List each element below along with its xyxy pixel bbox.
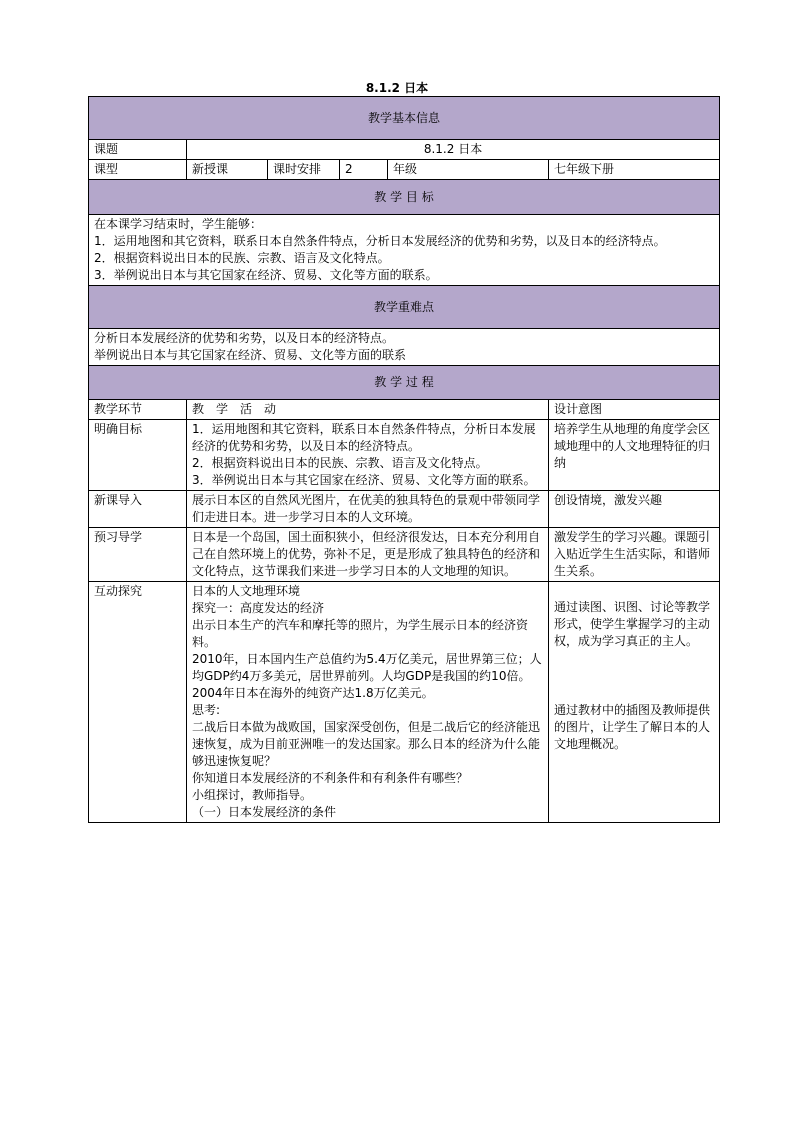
stage-cell: 明确目标 bbox=[89, 420, 187, 491]
activity-line: 出示日本生产的汽车和摩托等的照片，为学生展示日本的经济资料。 bbox=[192, 618, 529, 649]
intent-cell: 培养学生从地理的角度学会区域地理中的人文地理特征的归纳 bbox=[549, 420, 720, 491]
intent-cell: 创设情境，激发兴趣 bbox=[549, 491, 720, 528]
goals-row bbox=[89, 215, 720, 286]
activity-line: 3．举例说出日本与其它国家在经济、贸易、文化等方面的联系。 bbox=[192, 473, 536, 487]
section-key-points: 教学重难点 bbox=[89, 286, 720, 329]
key-point-item: 分析日本发展经济的优势和劣势，以及日本的经济特点。 bbox=[94, 331, 395, 345]
process-band-row bbox=[89, 366, 720, 400]
activity-line: 小组探讨，教师指导。 bbox=[192, 788, 313, 802]
basic-info-band-row bbox=[89, 97, 720, 140]
hours-label: 课时安排 bbox=[268, 160, 340, 180]
stage-cell: 互动探究 bbox=[89, 582, 187, 823]
activity-line: 1．运用地图和其它资料，联系日本自然条件特点，分析日本发展经济的优势和劣势，以及日本的经济特点。 bbox=[192, 422, 536, 453]
grade-value: 七年级下册 bbox=[549, 160, 720, 180]
grade-label: 年级 bbox=[388, 160, 549, 180]
activity-line: （一）日本发展经济的条件 bbox=[192, 805, 337, 819]
activity-cell: 展示日本区的自然风光图片，在优美的独具特色的景观中带领同学们走进日本。进一步学习日本的人文环境。 bbox=[187, 491, 549, 528]
key-points-band-row bbox=[89, 286, 720, 329]
activity-cell bbox=[187, 420, 549, 491]
economy-data: 2010年，日本国内生产总值约为5.4万亿美元，居世界第三位；人均GDP约4万多美元，居世界前列。人均GDP是我国的约10倍。2004年日本在海外的纯资产达1.8万亿美元。 bbox=[192, 652, 542, 700]
topic-value: 8.1.2 日本 bbox=[187, 140, 720, 160]
activity-line: 日本的人文地理环境 bbox=[192, 584, 301, 598]
activity-line: 思考: bbox=[192, 703, 221, 717]
header-stage: 教学环节 bbox=[89, 400, 187, 420]
activity-cell bbox=[187, 582, 549, 823]
goals-content bbox=[89, 215, 720, 286]
key-points-content bbox=[89, 329, 720, 366]
hours-value: 2 bbox=[340, 160, 388, 180]
activity-cell: 日本是一个岛国，国土面积狭小，但经济很发达，日本充分利用自己在自然环境上的优势，弥补不足，更是形成了独具特色的经济和文化特点，这节课我们来进一步学习日本的人文地理的知识。 bbox=[187, 528, 549, 582]
topic-label: 课题 bbox=[89, 140, 187, 160]
intent-cell: 激发学生的学习兴趣。课题引入贴近学生生活实际，和谐师生关系。 bbox=[549, 528, 720, 582]
process-row-preview bbox=[89, 528, 720, 582]
stage-cell: 新课导入 bbox=[89, 491, 187, 528]
goals-intro: 在本课学习结束时，学生能够： bbox=[94, 217, 263, 231]
goal-item: 2．根据资料说出日本的民族、宗教、语言及文化特点。 bbox=[94, 251, 390, 265]
type-label: 课型 bbox=[89, 160, 187, 180]
page-title: 8.1.2 日本 bbox=[365, 81, 429, 95]
course-type-row bbox=[89, 160, 720, 180]
activity-line: 你知道日本发展经济的不利条件和有利条件有哪些？ bbox=[192, 771, 469, 785]
type-value: 新授课 bbox=[187, 160, 268, 180]
intent-cell bbox=[549, 582, 720, 823]
section-goals: 教 学 目 标 bbox=[89, 180, 720, 215]
header-activity: 教 学 活 动 bbox=[187, 400, 549, 420]
key-points-row bbox=[89, 329, 720, 366]
intent-line: 通过读图、识图、讨论等教学形式，使学生掌握学习的主动权，成为学习真正的主人。 bbox=[554, 600, 711, 648]
process-row-goals bbox=[89, 420, 720, 491]
stage-cell: 预习导学 bbox=[89, 528, 187, 582]
activity-line: 二战后日本做为战败国，国家深受创伤，但是二战后它的经济能迅速恢复，成为目前亚洲唯一的发达国家。那么日本的经济为什么能够迅速恢复呢？ bbox=[192, 720, 541, 768]
lesson-plan-table bbox=[88, 96, 720, 823]
section-process: 教 学 过 程 bbox=[89, 366, 720, 400]
header-intent: 设计意图 bbox=[549, 400, 720, 420]
process-row-intro bbox=[89, 491, 720, 528]
section-basic-info: 教学基本信息 bbox=[89, 97, 720, 140]
intent-line: 通过教材中的插图及教师提供的图片，让学生了解日本的人文地理概况。 bbox=[554, 703, 711, 751]
activity-line: 2．根据资料说出日本的民族、宗教、语言及文化特点。 bbox=[192, 456, 488, 470]
goals-band-row bbox=[89, 180, 720, 215]
activity-line: 探究一：高度发达的经济 bbox=[192, 601, 325, 615]
topic-row bbox=[89, 140, 720, 160]
goal-item: 1．运用地图和其它资料，联系日本自然条件特点，分析日本发展经济的优势和劣势，以及日本的经济特点。 bbox=[94, 234, 666, 248]
process-header-row bbox=[89, 400, 720, 420]
key-point-item: 举例说出日本与其它国家在经济、贸易、文化等方面的联系 bbox=[94, 348, 407, 362]
process-row-explore bbox=[89, 582, 720, 823]
goal-item: 3．举例说出日本与其它国家在经济、贸易、文化等方面的联系。 bbox=[94, 268, 438, 282]
